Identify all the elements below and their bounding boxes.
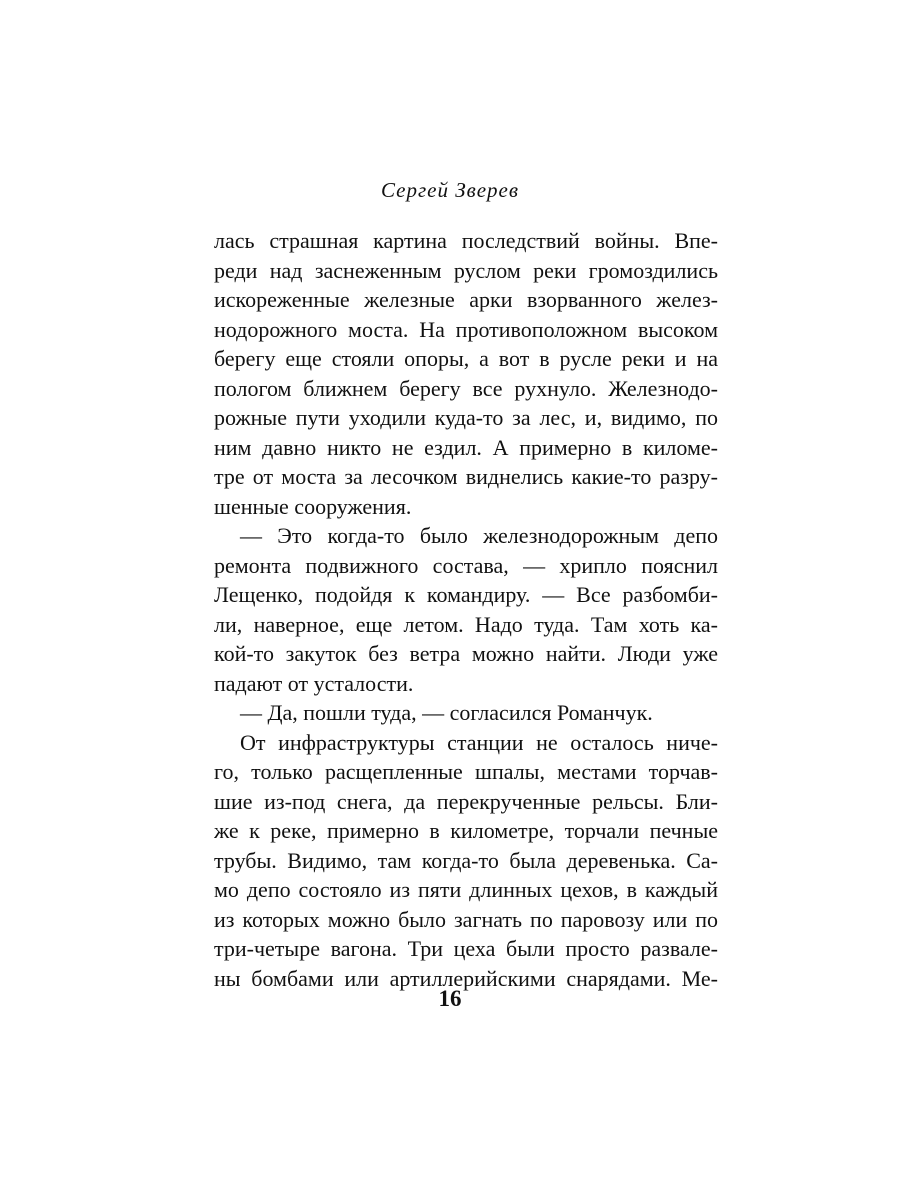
text-line: рожные пути уходили куда-то за лес, и, видимо, по bbox=[214, 405, 718, 430]
text-line: ним давно никто не ездил. А примерно в киломе- bbox=[214, 434, 718, 460]
text-line: Лещенко, подойдя к командиру. — Все разбомби- bbox=[214, 582, 718, 607]
text-line: ремонта подвижного состава, — хрипло пояснил bbox=[214, 552, 718, 578]
text-line: нодорожного моста. На противоположном высоком bbox=[214, 316, 718, 342]
text-line: падают от усталости. bbox=[214, 670, 414, 696]
page-number: 16 bbox=[438, 986, 462, 1011]
text-line: мо депо состояло из пяти длинных цехов, в каждый bbox=[214, 877, 718, 902]
text-line: го, только расщепленные шпалы, местами торчав- bbox=[214, 759, 718, 784]
text-line: шенные сооружения. bbox=[214, 493, 412, 519]
text-line: три-четыре вагона. Три цеха были просто развале- bbox=[214, 936, 718, 961]
text-line: От инфраструктуры станции не осталось ниче- bbox=[240, 729, 718, 755]
running-header-author: Сергей Зверев bbox=[380, 178, 519, 202]
text-line: ны бомбами или артиллерийскими снарядами. Ме- bbox=[214, 965, 718, 991]
text-line: — Это когда-то было железнодорожным депо bbox=[240, 523, 718, 548]
text-line: пологом ближнем берегу все рухнуло. Железнодо- bbox=[214, 375, 718, 401]
text-line: берегу еще стояли опоры, а вот в русле реки и на bbox=[214, 346, 718, 371]
text-line: трубы. Видимо, там когда-то была деревенька. Са- bbox=[214, 847, 718, 873]
text-line: же к реке, примерно в километре, торчали печные bbox=[214, 818, 718, 843]
text-line: тре от моста за лесочком виднелись какие-то разру- bbox=[214, 464, 718, 489]
text-line: из которых можно было загнать по паровозу или по bbox=[214, 906, 718, 932]
text-line: реди над заснеженным руслом реки громоздились bbox=[214, 257, 718, 283]
text-line: ли, наверное, еще летом. Надо туда. Там хоть ка- bbox=[214, 611, 718, 637]
text-line: искореженные железные арки взорванного желез- bbox=[214, 287, 718, 312]
text-line: лась страшная картина последствий войны. Впе- bbox=[214, 228, 718, 253]
text-line: кой-то закуток без ветра можно найти. Люди уже bbox=[214, 641, 718, 666]
body-text bbox=[214, 226, 718, 993]
text-line: — Да, пошли туда, — согласился Романчук. bbox=[240, 700, 653, 725]
text-line: шие из-под снега, да перекрученные рельсы. Бли- bbox=[214, 788, 718, 814]
